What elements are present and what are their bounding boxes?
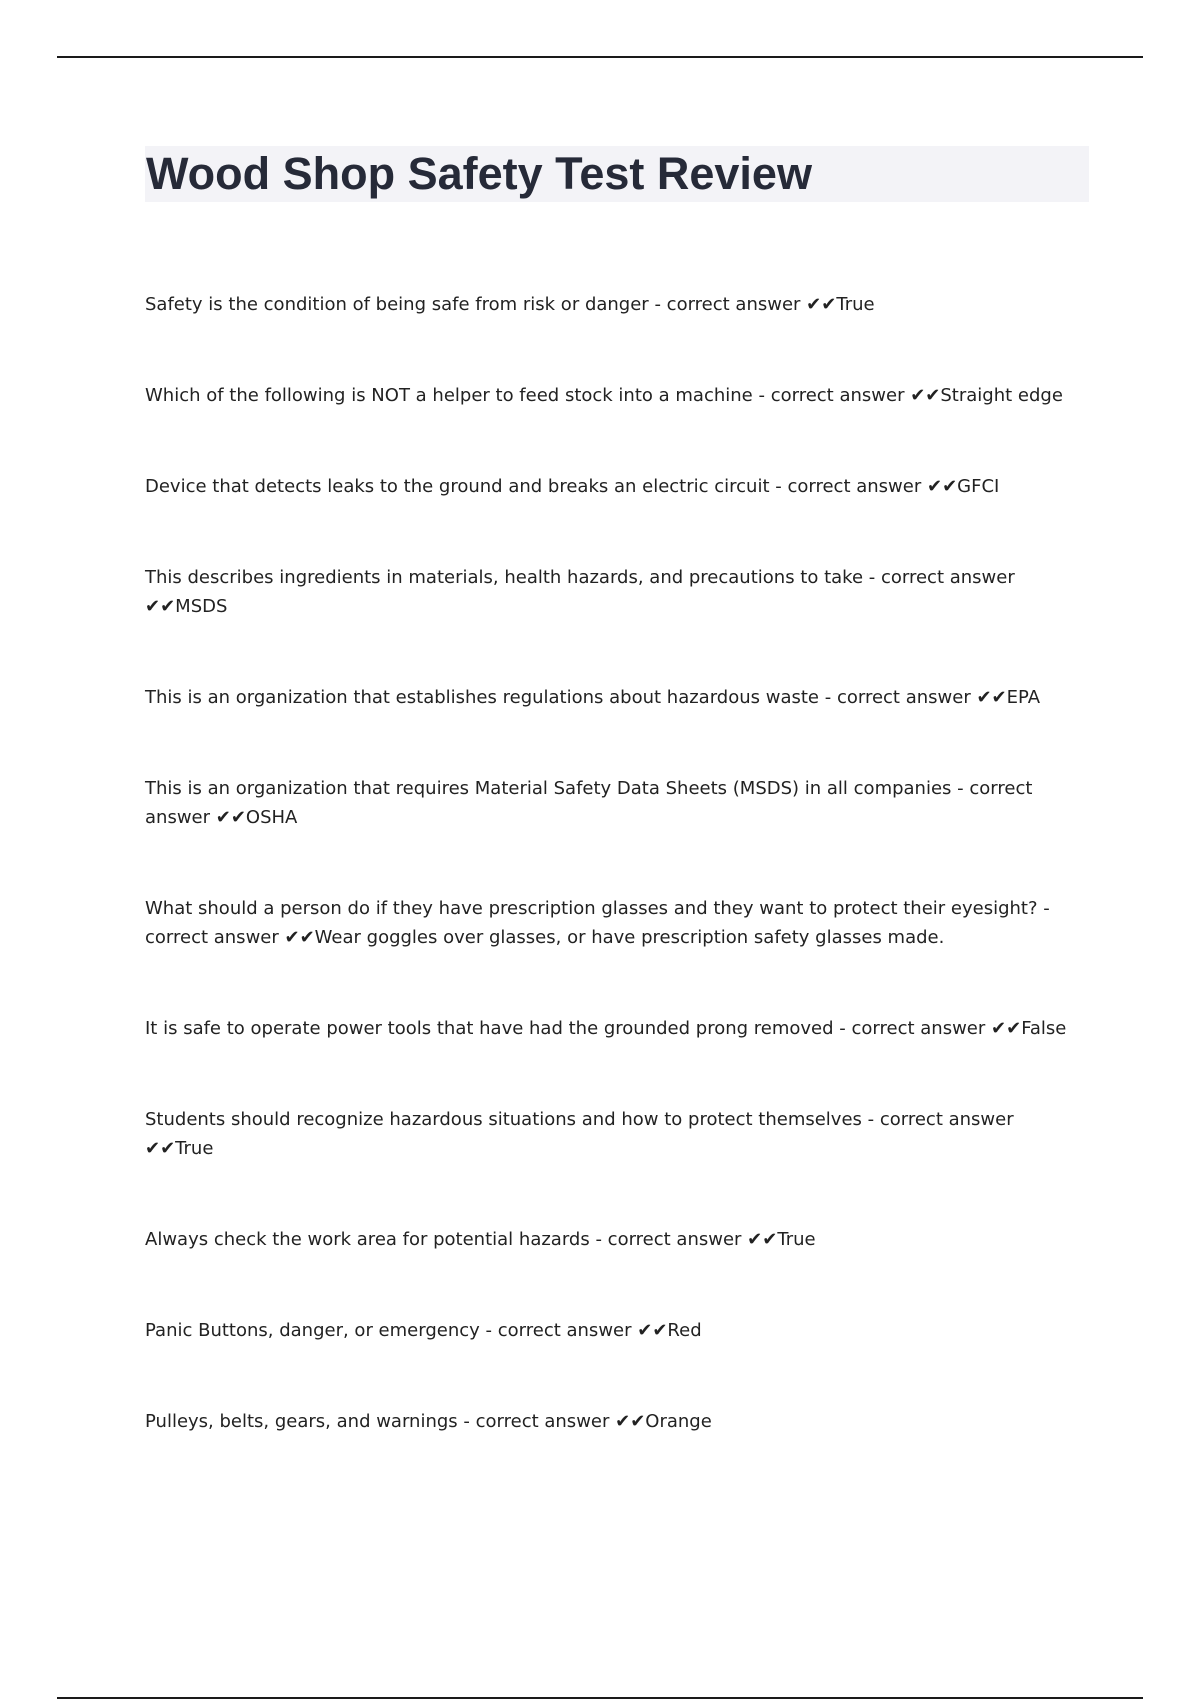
double-check-icon: ✔✔ (284, 927, 315, 948)
correct-answer-label: correct answer (879, 1109, 1014, 1130)
qa-item-10: Always check the work area for potential hazards - correct answer ✔✔True (145, 1229, 816, 1250)
correct-answer-label: correct answer (607, 1229, 742, 1250)
bottom-rule (57, 1697, 1143, 1699)
qa-item-8: It is safe to operate power tools that have had the grounded prong removed - correct answer ✔✔False (145, 1018, 1067, 1039)
correct-answer-label: correct answer (787, 476, 922, 497)
answer-text: MSDS (175, 596, 228, 617)
qa-item-12: Pulleys, belts, gears, and warnings - correct answer ✔✔Orange (145, 1411, 712, 1432)
correct-answer-label: correct answer (880, 567, 1015, 588)
answer-text: Straight edge (940, 385, 1063, 406)
double-check-icon: ✔✔ (926, 476, 958, 497)
page-title: Wood Shop Safety Test Review (146, 148, 812, 199)
correct-answer-label: correct answer (497, 1320, 632, 1341)
answer-text: Orange (645, 1411, 712, 1432)
qa-item-1: Safety is the condition of being safe from risk or danger - correct answer ✔✔True (145, 294, 875, 315)
double-check-icon: ✔✔ (637, 1320, 668, 1341)
qa-item-6: This is an organization that requires Material Safety Data Sheets (MSDS) in all companies - correct answer ✔✔OSHA (145, 778, 1033, 828)
double-check-icon: ✔✔ (615, 1411, 646, 1432)
question-text: This is an organization that establishes regulations about hazardous waste (145, 687, 819, 708)
answer-text: True (836, 294, 875, 315)
answer-text: True (777, 1229, 816, 1250)
correct-answer-label: correct answer (770, 385, 905, 406)
double-check-icon: ✔✔ (806, 294, 837, 315)
answer-text: Red (667, 1320, 702, 1341)
double-check-icon: ✔✔ (145, 596, 176, 617)
question-text: Which of the following is NOT a helper to feed stock into a machine (145, 385, 753, 406)
correct-answer-label: correct answer (145, 778, 1033, 828)
question-text: Device that detects leaks to the ground and breaks an electric circuit (145, 476, 770, 497)
question-text: Safety is the condition of being safe from risk or danger (145, 294, 649, 315)
question-text: Always check the work area for potential hazards (145, 1229, 590, 1250)
double-check-icon: ✔✔ (910, 385, 941, 406)
double-check-icon: ✔✔ (976, 687, 1007, 708)
double-check-icon: ✔✔ (991, 1018, 1022, 1039)
answer-text: GFCI (957, 476, 1000, 497)
question-text: Pulleys, belts, gears, and warnings (145, 1411, 458, 1432)
qa-item-7: What should a person do if they have prescription glasses and they want to protect their eyesight? - correct answer ✔✔Wear goggles over glasses, or have prescription safety glasses made. (145, 898, 1050, 948)
double-check-icon: ✔✔ (215, 807, 246, 828)
qa-item-3: Device that detects leaks to the ground and breaks an electric circuit - correct answer ✔✔GFCI (145, 476, 1000, 497)
correct-answer-label: correct answer (836, 687, 971, 708)
qa-item-11: Panic Buttons, danger, or emergency - correct answer ✔✔Red (145, 1320, 702, 1341)
correct-answer-label: correct answer (145, 927, 279, 948)
correct-answer-label: correct answer (851, 1018, 986, 1039)
double-check-icon: ✔✔ (145, 1138, 176, 1159)
qa-item-9: Students should recognize hazardous situations and how to protect themselves - correct answer ✔✔True (145, 1109, 1014, 1159)
question-text: It is safe to operate power tools that have had the grounded prong removed (145, 1018, 834, 1039)
question-text: This is an organization that requires Material Safety Data Sheets (MSDS) in all companies (145, 778, 952, 799)
answer-text: False (1021, 1018, 1067, 1039)
correct-answer-label: correct answer (475, 1411, 610, 1432)
question-text: Students should recognize hazardous situations and how to protect themselves (145, 1109, 862, 1130)
qa-item-5: This is an organization that establishes regulations about hazardous waste - correct answer ✔✔EPA (145, 687, 1041, 708)
question-list (145, 290, 1075, 1498)
question-text: What should a person do if they have prescription glasses and they want to protect their eyesight? (145, 898, 1038, 919)
qa-item-2: Which of the following is NOT a helper to feed stock into a machine - correct answer ✔✔Straight edge (145, 385, 1063, 406)
question-text: This describes ingredients in materials, health hazards, and precautions to take (145, 567, 864, 588)
correct-answer-label: correct answer (666, 294, 801, 315)
answer-text: EPA (1006, 687, 1041, 708)
question-text: Panic Buttons, danger, or emergency (145, 1320, 480, 1341)
qa-item-4: This describes ingredients in materials, health hazards, and precautions to take - correct answer ✔✔MSDS (145, 567, 1015, 617)
double-check-icon: ✔✔ (747, 1229, 778, 1250)
top-rule (57, 56, 1143, 58)
answer-text: OSHA (245, 807, 298, 828)
answer-text: Wear goggles over glasses, or have prescription safety glasses made. (314, 927, 945, 948)
answer-text: True (175, 1138, 214, 1159)
